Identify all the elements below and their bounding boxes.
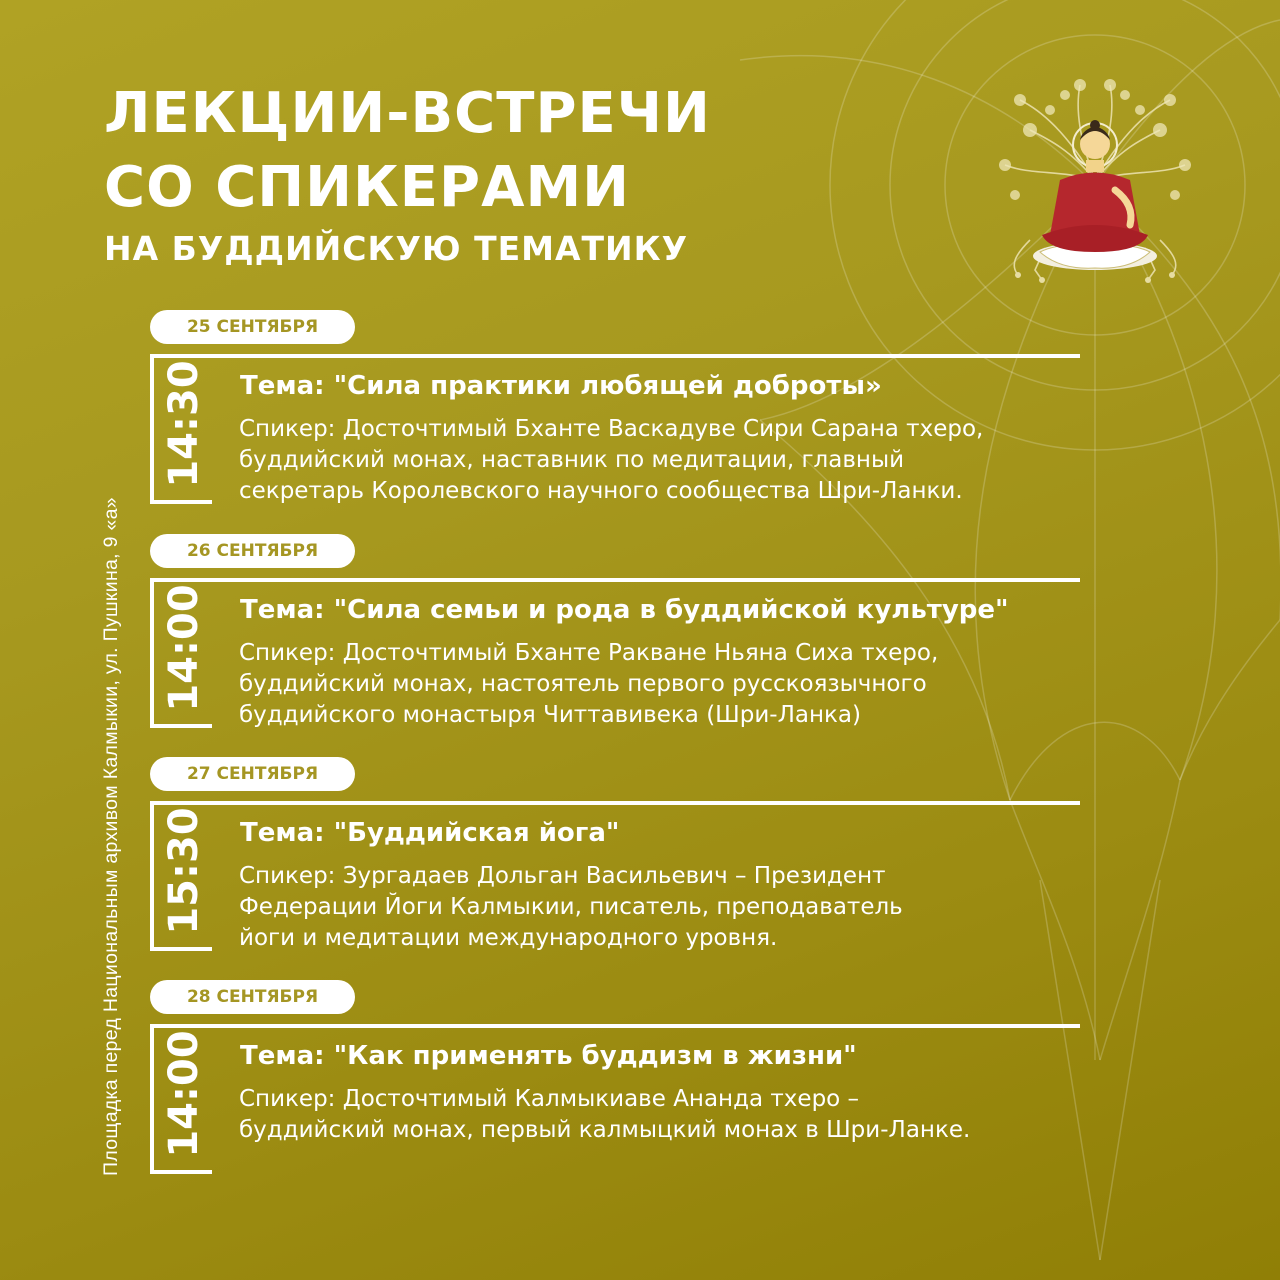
event-date: 26 СЕНТЯБРЯ [186, 541, 319, 561]
event-topic: Тема: "Как применять буддизм в жизни" [240, 1041, 857, 1071]
event-item [150, 757, 1150, 957]
title-line-1: ЛЕКЦИИ-ВСТРЕЧИ [104, 81, 711, 146]
date-badge [150, 534, 355, 568]
event-topic: Тема: "Сила семьи и рода в буддийской культуре" [240, 595, 1009, 625]
speaker-line: Федерации Йоги Калмыкии, писатель, преподаватель [239, 894, 903, 920]
buddha-icon [990, 70, 1200, 300]
speaker-line: Спикер: Зургадаев Дольган Васильевич – Президент [239, 863, 886, 889]
speaker-line: буддийского монастыря Читтавивека (Шри-Ланка) [239, 702, 861, 728]
event-item [150, 534, 1150, 734]
event-time: 15:30 [161, 807, 207, 935]
event-item [150, 310, 1150, 510]
event-speaker [239, 861, 1119, 954]
speaker-line: буддийский монах, настоятель первого русскоязычного [239, 671, 927, 697]
speaker-line: Спикер: Досточтимый Бханте Васкадуве Сири Сарана тхеро, [239, 416, 984, 442]
page-title [104, 81, 711, 268]
event-date: 25 СЕНТЯБРЯ [186, 317, 319, 337]
date-badge [150, 757, 355, 791]
title-line-2: СО СПИКЕРАМИ [104, 155, 631, 220]
divider-line [150, 801, 1080, 805]
event-speaker [239, 638, 1119, 731]
event-speaker [239, 414, 1119, 507]
divider-line [150, 1024, 1080, 1028]
event-time: 14:30 [161, 360, 207, 488]
speaker-line: Спикер: Досточтимый Калмыкиаве Ананда тхеро – [239, 1086, 860, 1112]
venue-address: Площадка перед Национальным архивом Калмыкии, ул. Пушкина, 9 «а» [100, 497, 122, 1176]
date-badge [150, 980, 355, 1014]
event-topic: Тема: "Сила практики любящей доброты» [240, 371, 882, 401]
event-date: 27 СЕНТЯБРЯ [186, 764, 319, 784]
date-badge [150, 310, 355, 344]
event-topic: Тема: "Буддийская йога" [240, 818, 620, 848]
speaker-line: буддийский монах, наставник по медитации, главный [239, 447, 905, 473]
event-item [150, 980, 1150, 1180]
speaker-line: йоги и медитации международного уровня. [239, 925, 778, 951]
speaker-line: Спикер: Досточтимый Бханте Ракване Ньяна Сиха тхеро, [239, 640, 939, 666]
event-time: 14:00 [161, 584, 207, 712]
event-date: 28 СЕНТЯБРЯ [186, 987, 319, 1007]
event-time: 14:00 [161, 1030, 207, 1158]
speaker-line: буддийский монах, первый калмыцкий монах в Шри-Ланке. [239, 1117, 971, 1143]
speaker-line: секретарь Королевского научного сообщества Шри-Ланки. [239, 478, 963, 504]
divider-line [150, 578, 1080, 582]
title-subtitle: НА БУДДИЙСКУЮ ТЕМАТИКУ [104, 229, 689, 268]
divider-line [150, 354, 1080, 358]
event-speaker [239, 1084, 1119, 1146]
